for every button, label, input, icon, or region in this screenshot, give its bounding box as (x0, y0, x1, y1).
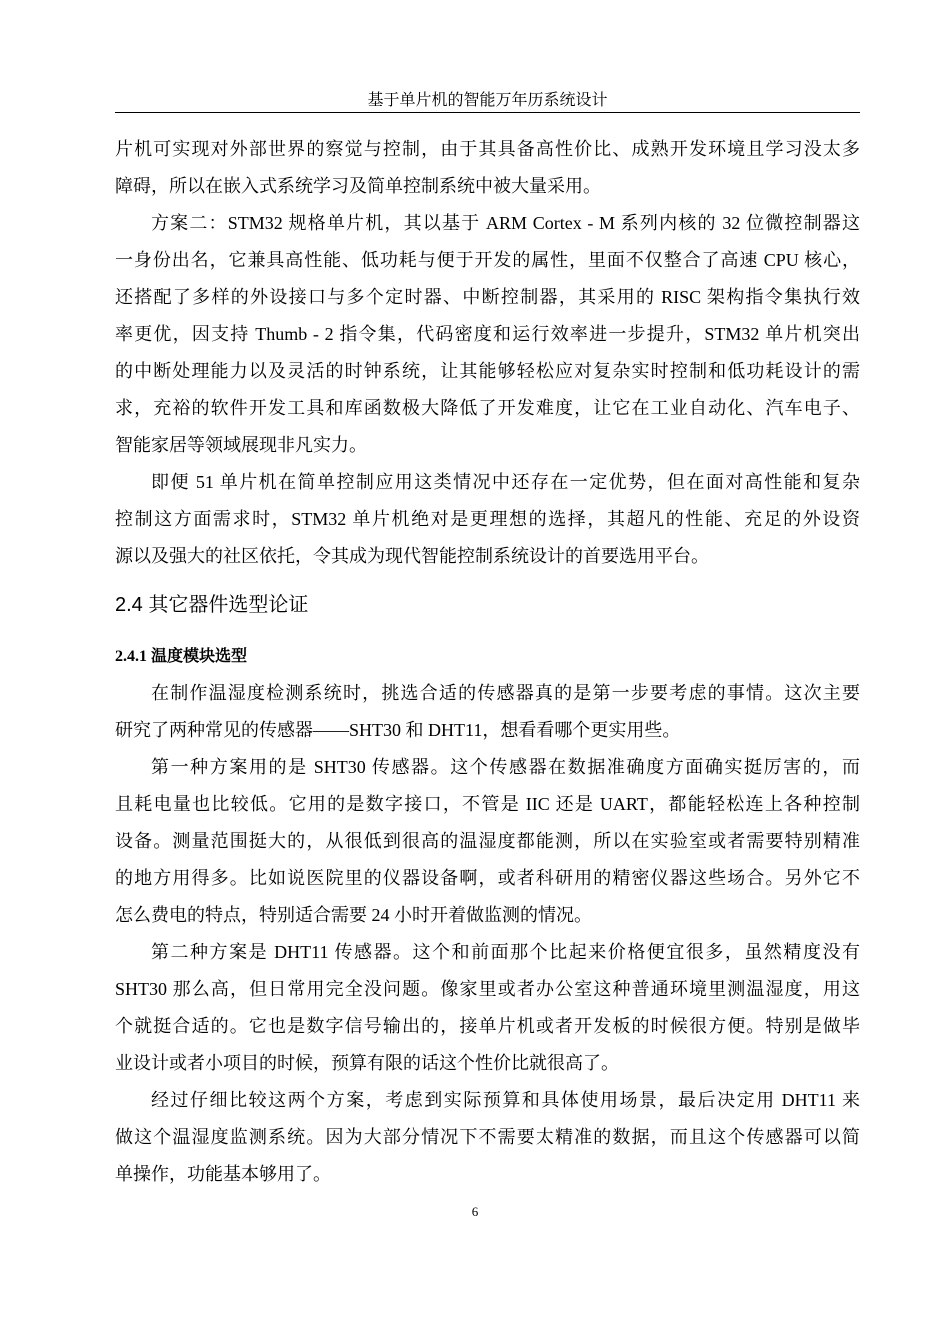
paragraph-line: 的中断处理能力以及灵活的时钟系统，让其能够轻松应对复杂实时控制和低功耗设计的需 (115, 361, 860, 381)
header-rule (115, 112, 860, 113)
paragraph-line: 第二种方案是 DHT11 传感器。这个和前面那个比起来价格便宜很多，虽然精度没有 (151, 942, 860, 962)
paragraph-line: 研究了两种常见的传感器——SHT30 和 DHT11，想看看哪个更实用些。 (115, 720, 681, 740)
paragraph-line: 第一种方案用的是 SHT30 传感器。这个传感器在数据准确度方面确实挺厉害的，而 (151, 757, 860, 777)
paragraph-line: 率更优，因支持 Thumb - 2 指令集，代码密度和运行效率进一步提升，STM32 单片机突出 (115, 324, 860, 344)
paragraph-line: 业设计或者小项目的时候，预算有限的话这个性价比就很高了。 (115, 1053, 619, 1073)
paragraph-line: 方案二：STM32 规格单片机，其以基于 ARM Cortex - M 系列内核的 32 位微控制器这 (151, 213, 860, 233)
paragraph-line: 单操作，功能基本够用了。 (115, 1164, 331, 1184)
paragraph-line: 片机可实现对外部世界的察觉与控制，由于其具备高性价比、成熟开发环境且学习没太多 (115, 139, 860, 159)
paragraph-line: 经过仔细比较这两个方案，考虑到实际预算和具体使用场景，最后决定用 DHT11 来 (151, 1090, 860, 1110)
paragraph-line: 怎么费电的特点，特别适合需要 24 小时开着做监测的情况。 (115, 905, 592, 925)
paragraph-line: 的地方用得多。比如说医院里的仪器设备啊，或者科研用的精密仪器这些场合。另外它不 (115, 868, 860, 888)
paragraph-line: SHT30 那么高，但日常用完全没问题。像家里或者办公室这种普通环境里测温湿度，用这 (115, 979, 860, 999)
body-text-block-1 (115, 131, 860, 575)
paragraph-line: 求，充裕的软件开发工具和库函数极大降低了开发难度，让它在工业自动化、汽车电子、 (115, 398, 860, 418)
paragraph-line: 还搭配了多样的外设接口与多个定时器、中断控制器，其采用的 RISC 架构指令集执行效 (115, 287, 860, 307)
section-heading: 2.4 其它器件选型论证 (115, 594, 309, 616)
paragraph-line: 障碍，所以在嵌入式系统学习及简单控制系统中被大量采用。 (115, 176, 601, 196)
running-header: 基于单片机的智能万年历系统设计 (367, 92, 608, 109)
body-text-block-2 (115, 675, 860, 1193)
paragraph-line: 控制这方面需求时，STM32 单片机绝对是更理想的选择，其超凡的性能、充足的外设资 (115, 509, 860, 529)
subsection-heading: 2.4.1 温度模块选型 (115, 648, 248, 665)
paragraph-line: 智能家居等领域展现非凡实力。 (115, 435, 367, 455)
paragraph-line: 个就挺合适的。它也是数字信号输出的，接单片机或者开发板的时候很方便。特别是做毕 (115, 1016, 860, 1036)
paragraph-line: 源以及强大的社区依托，令其成为现代智能控制系统设计的首要选用平台。 (115, 546, 709, 566)
paragraph-line: 且耗电量也比较低。它用的是数字接口，不管是 IIC 还是 UART，都能轻松连上各种控制 (115, 794, 860, 814)
paragraph-line: 即便 51 单片机在简单控制应用这类情况中还存在一定优势，但在面对高性能和复杂 (151, 472, 860, 492)
page-number: 6 (471, 1204, 479, 1219)
paragraph-line: 在制作温湿度检测系统时，挑选合适的传感器真的是第一步要考虑的事情。这次主要 (151, 683, 860, 703)
paragraph-line: 设备。测量范围挺大的，从很低到很高的温湿度都能测，所以在实验室或者需要特别精准 (115, 831, 860, 851)
paragraph-line: 做这个温湿度监测系统。因为大部分情况下不需要太精准的数据，而且这个传感器可以简 (115, 1127, 860, 1147)
paragraph-line: 一身份出名，它兼具高性能、低功耗与便于开发的属性，里面不仅整合了高速 CPU 核心， (115, 250, 860, 270)
